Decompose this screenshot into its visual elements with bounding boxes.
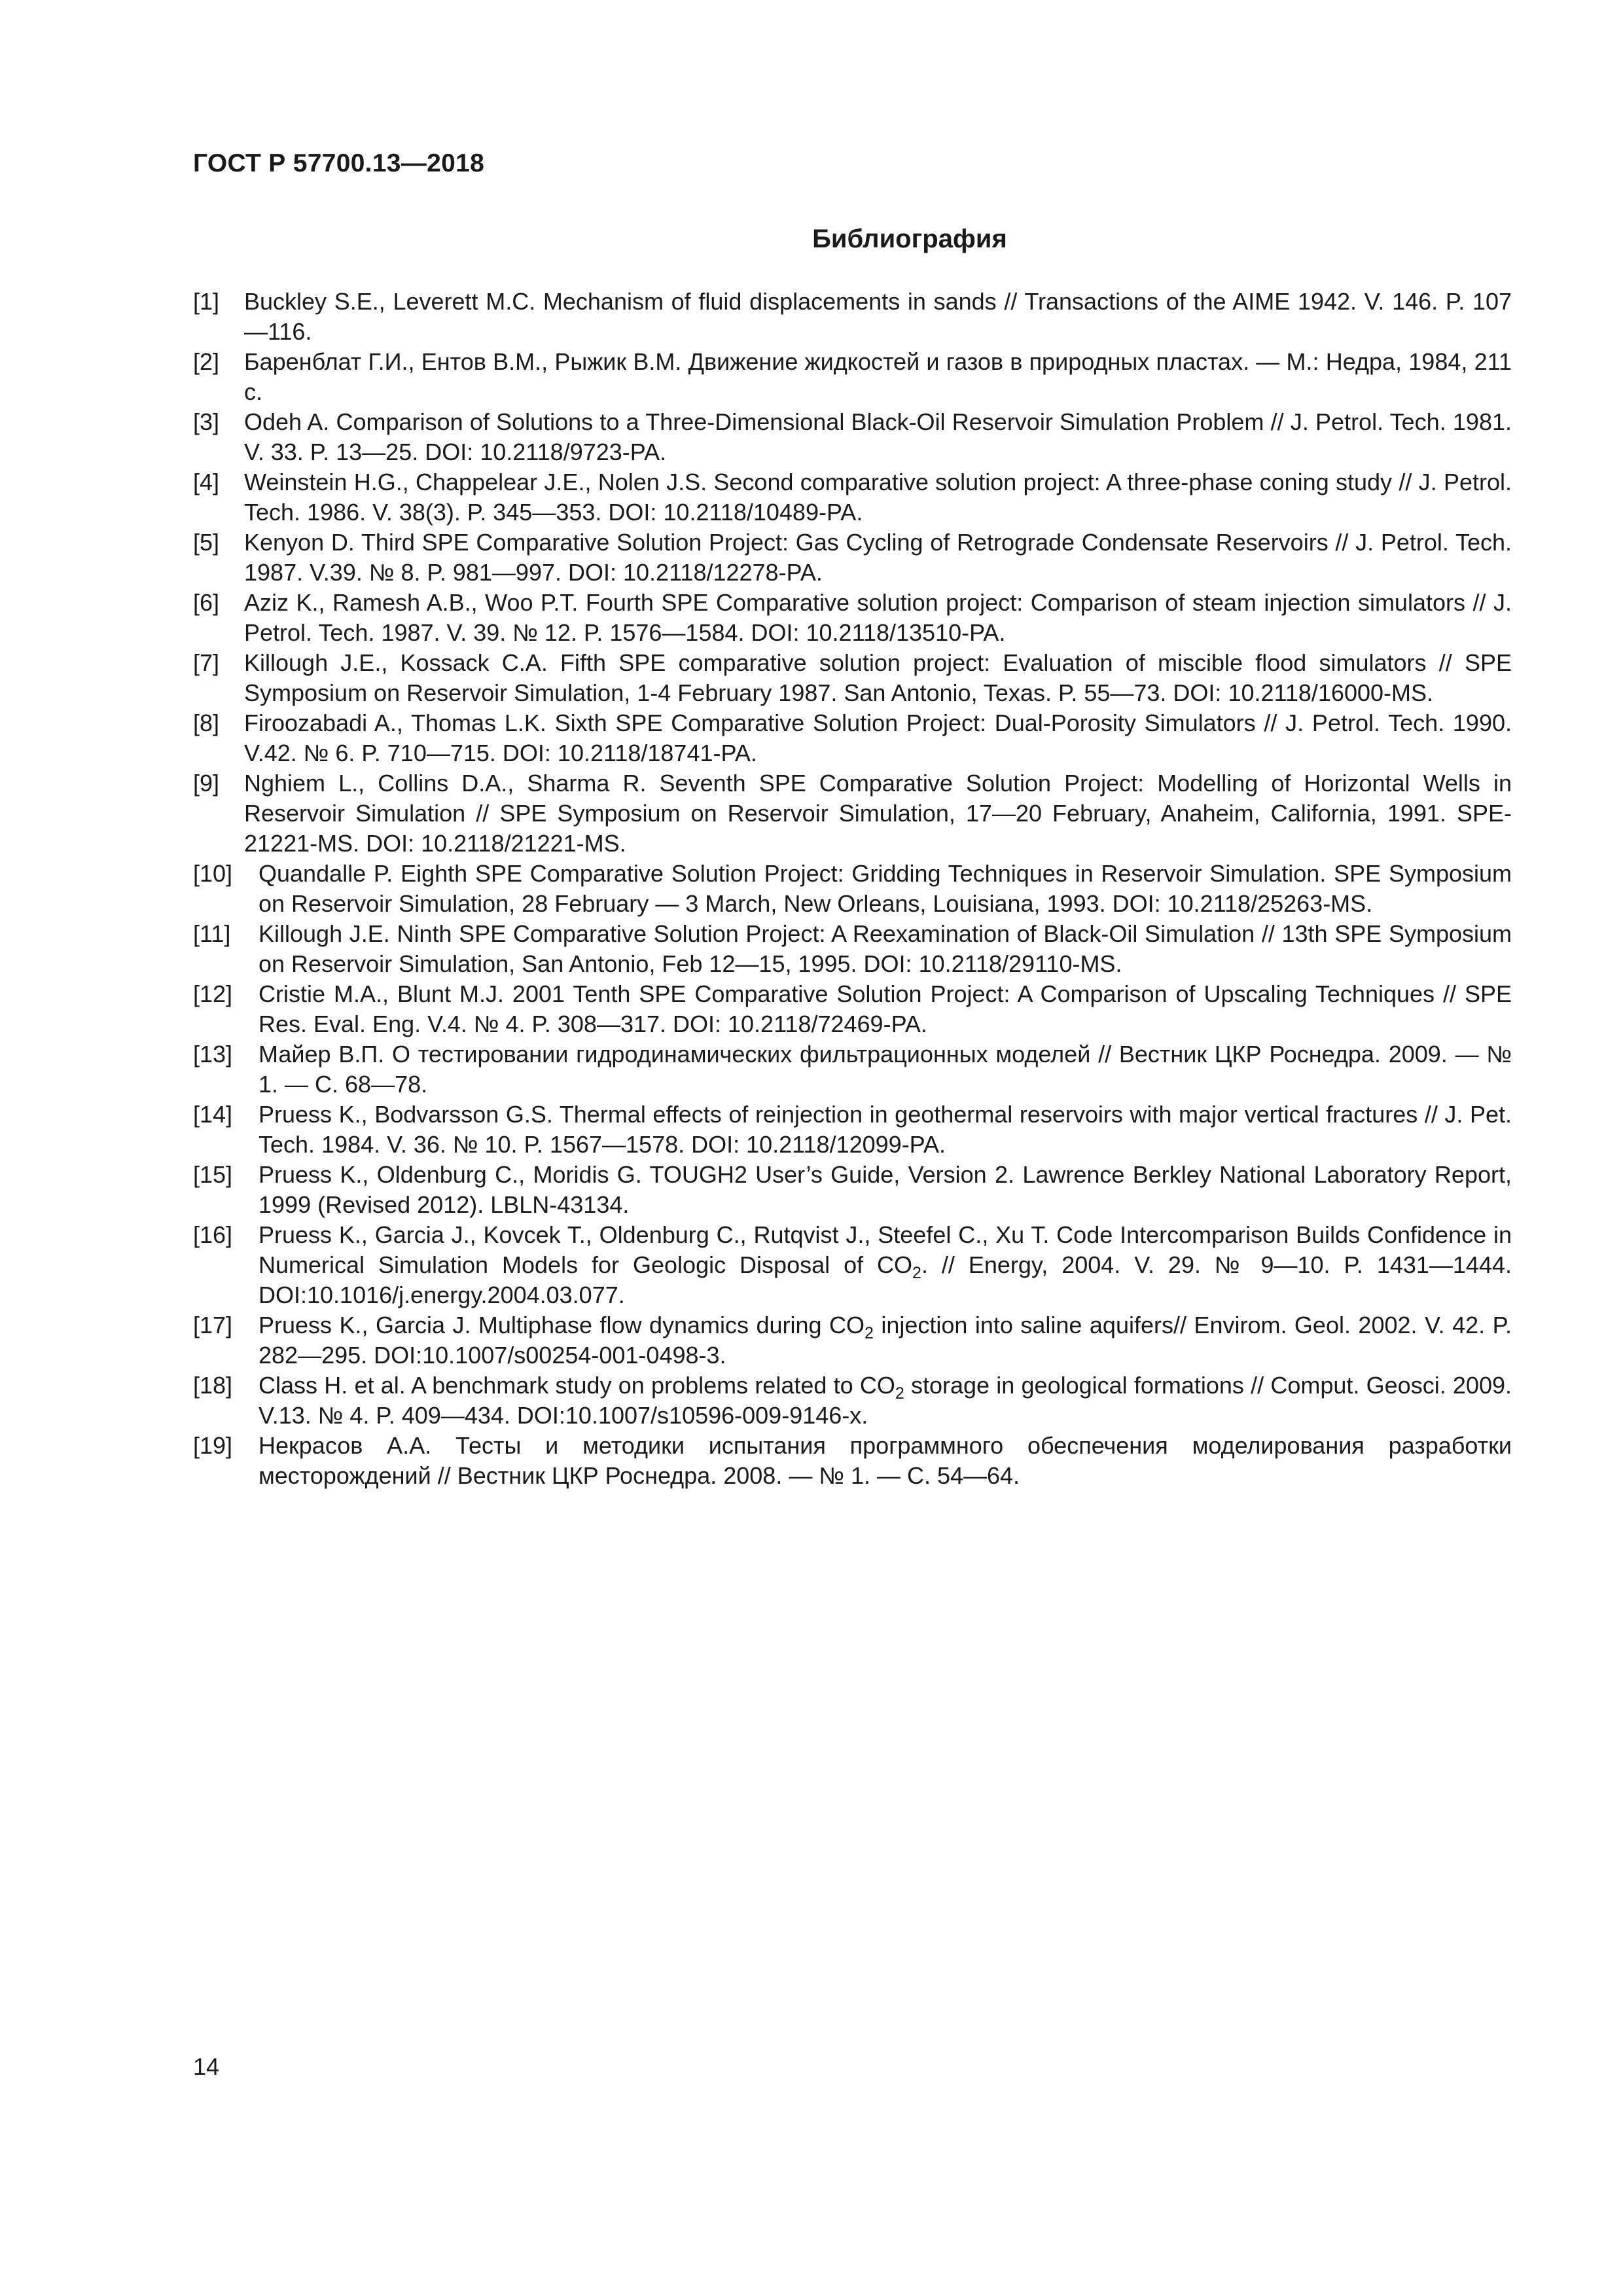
entry-number: [7]: [193, 649, 220, 676]
entry-text: Некрасов А.А. Тесты и методики испытания программного обеспечения моделирования разработки месторождений // Вестник ЦКР Роснедра. 2008. — № 1. — С. 54—64.: [259, 1432, 1512, 1489]
entry-text: Баренблат Г.И., Ентов В.М., Рыжик В.М. Движение жидкостей и газов в природных пластах. — М.: Недра, 1984, 211 с.: [244, 348, 1512, 405]
entry-text: Pruess K., Garcia J., Kovcek T., Oldenburg C., Rutqvist J., Steefel C., Xu T. Code Intercomparison Builds Confidence in Numerical Simulation Models for Geologic Disposal of $CO_2$. // Energy, 2004. V. 29. № 9—10. P. 1431—1444. DOI:10.1016/j.energy.2004.03.077.: [259, 1221, 1512, 1308]
bibliography-entry: [193, 1310, 1512, 1371]
entry-number: [19]: [193, 1432, 233, 1459]
bibliography-entry: [193, 1160, 1512, 1220]
entry-number: [13]: [193, 1041, 233, 1067]
bibliography-entry: [193, 287, 1512, 347]
entry-number: [5]: [193, 529, 220, 556]
bibliography-entry: [193, 919, 1512, 979]
entry-text: Pruess K., Oldenburg C., Moridis G. TOUGH2 User’s Guide, Version 2. Lawrence Berkley National Laboratory Report, 1999 (Revised 2012). LBLN-43134.: [259, 1161, 1512, 1218]
entry-number: [9]: [193, 770, 220, 797]
entry-text: Pruess K., Garcia J. Multiphase flow dynamics during $CO_2$ injection into saline aquifers// Envirom. Geol. 2002. V. 42. P. 282—295. DOI:10.1007/s00254-001-0498-3.: [259, 1312, 1512, 1369]
document-standard-code: ГОСТ Р 57700.13—2018: [193, 149, 485, 177]
entry-text: Odeh A. Comparison of Solutions to a Three-Dimensional Black-Oil Reservoir Simulation Problem // J. Petrol. Tech. 1981. V. 33. P. 13—25. DOI: 10.2118/9723-PA.: [244, 408, 1512, 465]
entry-text: Weinstein H.G., Chappelear J.E., Nolen J.S. Second comparative solution project: A three-phase coning study // J. Petrol. Tech. 1986. V. 38(3). P. 345—353. DOI: 10.2118/10489-PA.: [244, 469, 1512, 526]
entry-text: Killough J.E. Ninth SPE Comparative Solution Project: A Reexamination of Black-Oil Simulation // 13th SPE Symposium on Reservoir Simulation, San Antonio, Feb 12—15, 1995. DOI: 10.2118/29110-MS.: [259, 920, 1512, 977]
bibliography-entry: [193, 1100, 1512, 1160]
page-number: 14: [193, 2053, 220, 2080]
bibliography-entry: [193, 1371, 1512, 1431]
bibliography-entry: [193, 1431, 1512, 1491]
entry-number: [12]: [193, 980, 233, 1007]
bibliography-entry: [193, 407, 1512, 467]
entry-number: [1]: [193, 288, 220, 315]
entry-text: Nghiem L., Collins D.A., Sharma R. Seventh SPE Comparative Solution Project: Modelling of Horizontal Wells in Reservoir Simulation // SPE Symposium on Reservoir Simulation, 17—20 February, Anaheim, California, 1991. SPE-21221-MS. DOI: 10.2118/21221-MS.: [244, 770, 1512, 857]
entry-number: [8]: [193, 709, 220, 736]
bibliography-entry: [193, 648, 1512, 708]
entry-text: Pruess K., Bodvarsson G.S. Thermal effects of reinjection in geothermal reservoirs with major vertical fractures // J. Pet. Tech. 1984. V. 36. № 10. P. 1567—1578. DOI: 10.2118/12099-PA.: [259, 1101, 1512, 1158]
entry-number: [10]: [193, 860, 233, 887]
bibliography-entry: [193, 1039, 1512, 1100]
entry-number: [4]: [193, 469, 220, 495]
bibliography-entry: [193, 347, 1512, 407]
entry-text: Майер В.П. О тестировании гидродинамических фильтрационных моделей // Вестник ЦКР Роснедра. 2009. — № 1. — С. 68—78.: [259, 1041, 1512, 1098]
bibliography-entry: [193, 467, 1512, 528]
entry-number: [17]: [193, 1312, 233, 1338]
entry-text: Cristie M.A., Blunt M.J. 2001 Tenth SPE Comparative Solution Project: A Comparison of Upscaling Techniques // SPE Res. Eval. Eng. V.4. № 4. P. 308—317. DOI: 10.2118/72469-PA.: [259, 980, 1512, 1037]
entry-text: Firoozabadi A., Thomas L.K. Sixth SPE Comparative Solution Project: Dual-Porosity Simulators // J. Petrol. Tech. 1990. V.42. № 6. P. 710—715. DOI: 10.2118/18741-PA.: [244, 709, 1512, 766]
entry-number: [2]: [193, 348, 220, 375]
bibliography-entry: [193, 588, 1512, 648]
entry-text: Class H. et al. A benchmark study on problems related to $CO_2$ storage in geological formations // Comput. Geosci. 2009. V.13. № 4. P. 409—434. DOI:10.1007/s10596-009-9146-x.: [259, 1372, 1512, 1429]
bibliography-entry: [193, 768, 1512, 859]
entry-number: [3]: [193, 408, 220, 435]
entry-text: Kenyon D. Third SPE Comparative Solution Project: Gas Cycling of Retrograde Condensate Reservoirs // J. Petrol. Tech. 1987. V.39. № 8. P. 981—997. DOI: 10.2118/12278-PA.: [244, 529, 1512, 586]
entry-number: [11]: [193, 920, 231, 947]
entry-number: [18]: [193, 1372, 233, 1399]
entry-number: [6]: [193, 589, 220, 616]
bibliography-entry: [193, 979, 1512, 1039]
bibliography-entry: [193, 1220, 1512, 1310]
entry-text: Buckley S.E., Leverett M.C. Mechanism of fluid displacements in sands // Transactions of the AIME 1942. V. 146. P. 107—116.: [244, 288, 1512, 345]
entry-text: Quandalle P. Eighth SPE Comparative Solution Project: Gridding Techniques in Reservoir Simulation. SPE Symposium on Reservoir Simulation, 28 February — 3 March, New Orleans, Louisiana, 1993. DOI: 10.2118/25263-MS.: [259, 860, 1512, 917]
bibliography-list: [193, 287, 1512, 1491]
bibliography-entry: [193, 528, 1512, 588]
bibliography-entry: [193, 708, 1512, 768]
entry-number: [15]: [193, 1161, 233, 1188]
bibliography-entry: [193, 859, 1512, 919]
entry-number: [16]: [193, 1221, 233, 1248]
section-title: Библиография: [812, 224, 1007, 253]
entry-text: Aziz K., Ramesh A.B., Woo P.T. Fourth SPE Comparative solution project: Comparison of steam injection simulators // J. Petrol. Tech. 1987. V. 39. № 12. P. 1576—1584. DOI: 10.2118/13510-PA.: [244, 589, 1512, 646]
entry-text: Killough J.E., Kossack C.A. Fifth SPE comparative solution project: Evaluation of miscible flood simulators // SPE Symposium on Reservoir Simulation, 1-4 February 1987. San Antonio, Texas. P. 55—73. DOI: 10.2118/16000-MS.: [244, 649, 1512, 706]
entry-number: [14]: [193, 1101, 233, 1128]
